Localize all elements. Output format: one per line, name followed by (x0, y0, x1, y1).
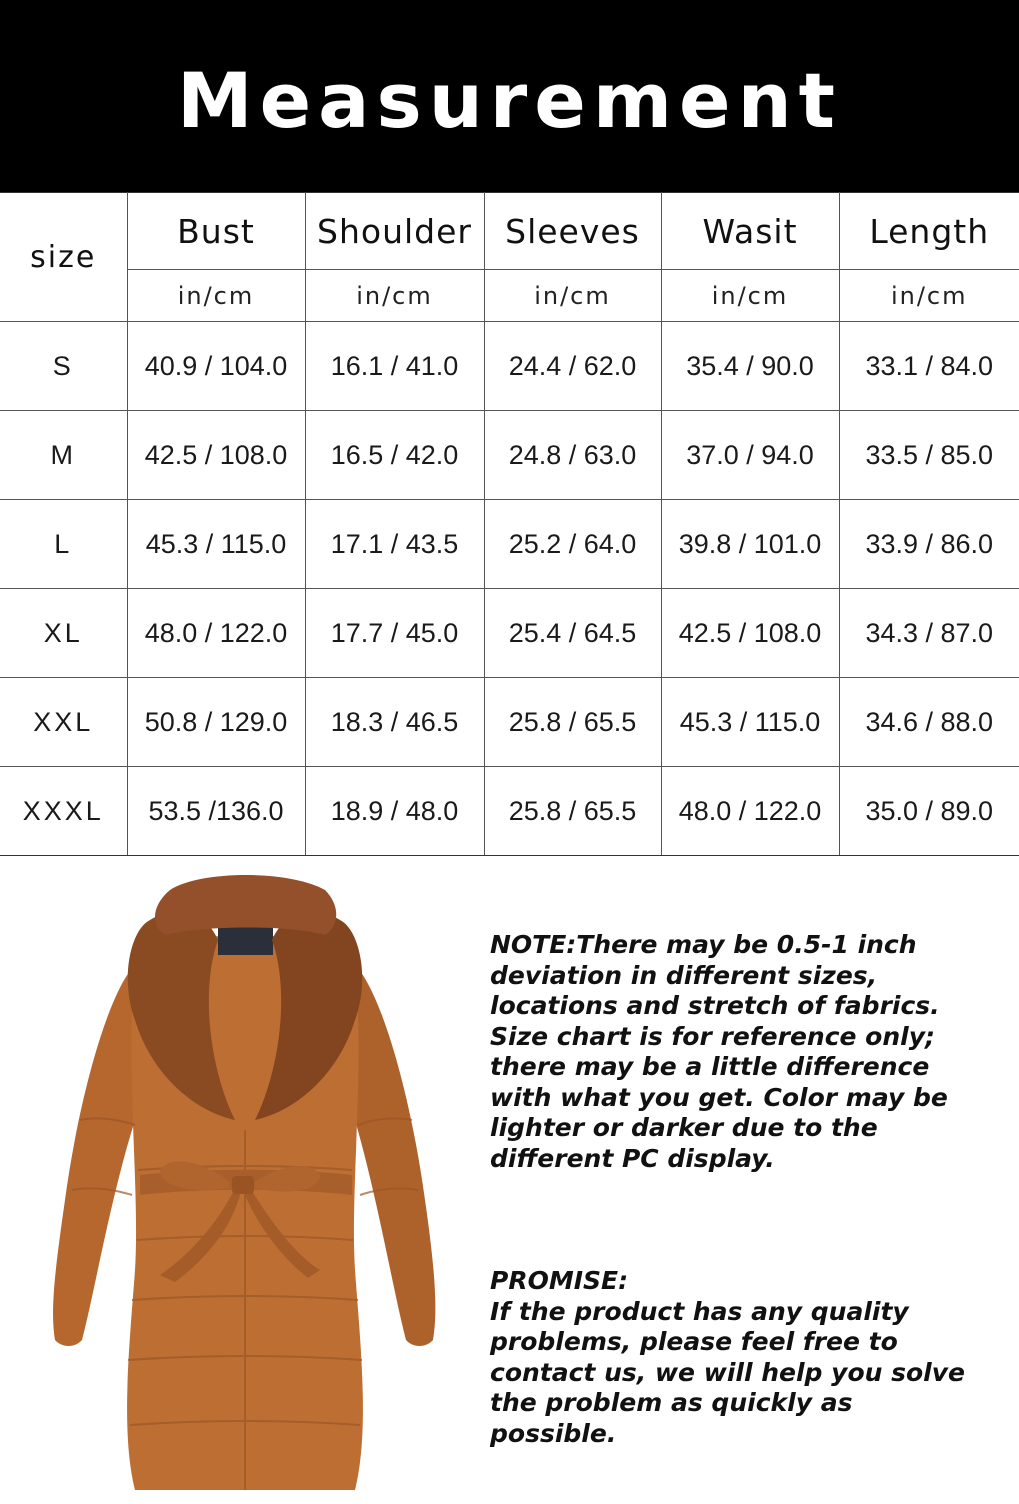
table-cell: 35.0 / 89.0 (839, 767, 1019, 856)
note-section (490, 930, 1010, 1174)
table-cell: 16.1 / 41.0 (305, 322, 484, 411)
table-cell: 45.3 / 115.0 (661, 678, 839, 767)
unit-label: in/cm (661, 270, 839, 322)
column-header-length: Length (839, 193, 1019, 270)
table-cell: 25.8 / 65.5 (484, 767, 661, 856)
promise-text: If the product has any quality problems, please feel free to contact us, we will help you solve the problem as quickly as possible. (490, 1296, 965, 1448)
size-cell: S (0, 322, 127, 411)
column-header-bust: Bust (127, 193, 305, 270)
left-sleeve (53, 965, 135, 1346)
table-cell: 53.5 /136.0 (127, 767, 305, 856)
table-cell: 18.9 / 48.0 (305, 767, 484, 856)
table-cell: 50.8 / 129.0 (127, 678, 305, 767)
table-cell: 45.3 / 115.0 (127, 500, 305, 589)
column-header-sleeves: Sleeves (484, 193, 661, 270)
fur-collar-back (155, 875, 336, 935)
table-header-row (0, 193, 1019, 270)
size-cell: M (0, 411, 127, 500)
unit-label: in/cm (305, 270, 484, 322)
page-header (0, 0, 1019, 192)
table-cell: 48.0 / 122.0 (661, 767, 839, 856)
right-sleeve (355, 965, 435, 1346)
table-cell: 48.0 / 122.0 (127, 589, 305, 678)
unit-label: in/cm (127, 270, 305, 322)
table-cell: 34.3 / 87.0 (839, 589, 1019, 678)
table-cell: 24.4 / 62.0 (484, 322, 661, 411)
table-row (0, 589, 1019, 678)
size-cell: L (0, 500, 127, 589)
size-cell: XXL (0, 678, 127, 767)
table-cell: 34.6 / 88.0 (839, 678, 1019, 767)
table-cell: 35.4 / 90.0 (661, 322, 839, 411)
table-cell: 18.3 / 46.5 (305, 678, 484, 767)
unit-label: in/cm (839, 270, 1019, 322)
size-header: size (0, 193, 127, 322)
table-cell: 39.8 / 101.0 (661, 500, 839, 589)
coat-illustration (40, 870, 450, 1500)
table-cell: 25.2 / 64.0 (484, 500, 661, 589)
size-cell: XL (0, 589, 127, 678)
table-cell: 16.5 / 42.0 (305, 411, 484, 500)
table-unit-row (0, 270, 1019, 322)
table-row (0, 322, 1019, 411)
bow-knot (232, 1176, 254, 1194)
table-row (0, 767, 1019, 856)
table-cell: 42.5 / 108.0 (127, 411, 305, 500)
page-title: Measurement (177, 55, 842, 145)
table-cell: 33.9 / 86.0 (839, 500, 1019, 589)
table-row (0, 678, 1019, 767)
table-cell: 17.1 / 43.5 (305, 500, 484, 589)
table-cell: 17.7 / 45.0 (305, 589, 484, 678)
coat-image (40, 870, 450, 1500)
table-row (0, 411, 1019, 500)
column-header-shoulder: Shoulder (305, 193, 484, 270)
table-cell: 25.8 / 65.5 (484, 678, 661, 767)
note-text: NOTE:There may be 0.5-1 inch deviation in different sizes, locations and stretch of fabrics. Size chart is for reference only; there may be a little difference with what you get. Color may be lighter or darker due to the different PC display. (490, 930, 948, 1173)
table-cell: 40.9 / 104.0 (127, 322, 305, 411)
table-cell: 25.4 / 64.5 (484, 589, 661, 678)
unit-label: in/cm (484, 270, 661, 322)
table-cell: 33.1 / 84.0 (839, 322, 1019, 411)
table-cell: 33.5 / 85.0 (839, 411, 1019, 500)
table-cell: 24.8 / 63.0 (484, 411, 661, 500)
promise-section (490, 1266, 1010, 1449)
table-cell: 37.0 / 94.0 (661, 411, 839, 500)
table-cell: 42.5 / 108.0 (661, 589, 839, 678)
size-chart-table (0, 192, 1019, 856)
size-cell: XXXL (0, 767, 127, 856)
promise-title: PROMISE: (490, 1266, 629, 1295)
column-header-waist: Wasit (661, 193, 839, 270)
table-row (0, 500, 1019, 589)
